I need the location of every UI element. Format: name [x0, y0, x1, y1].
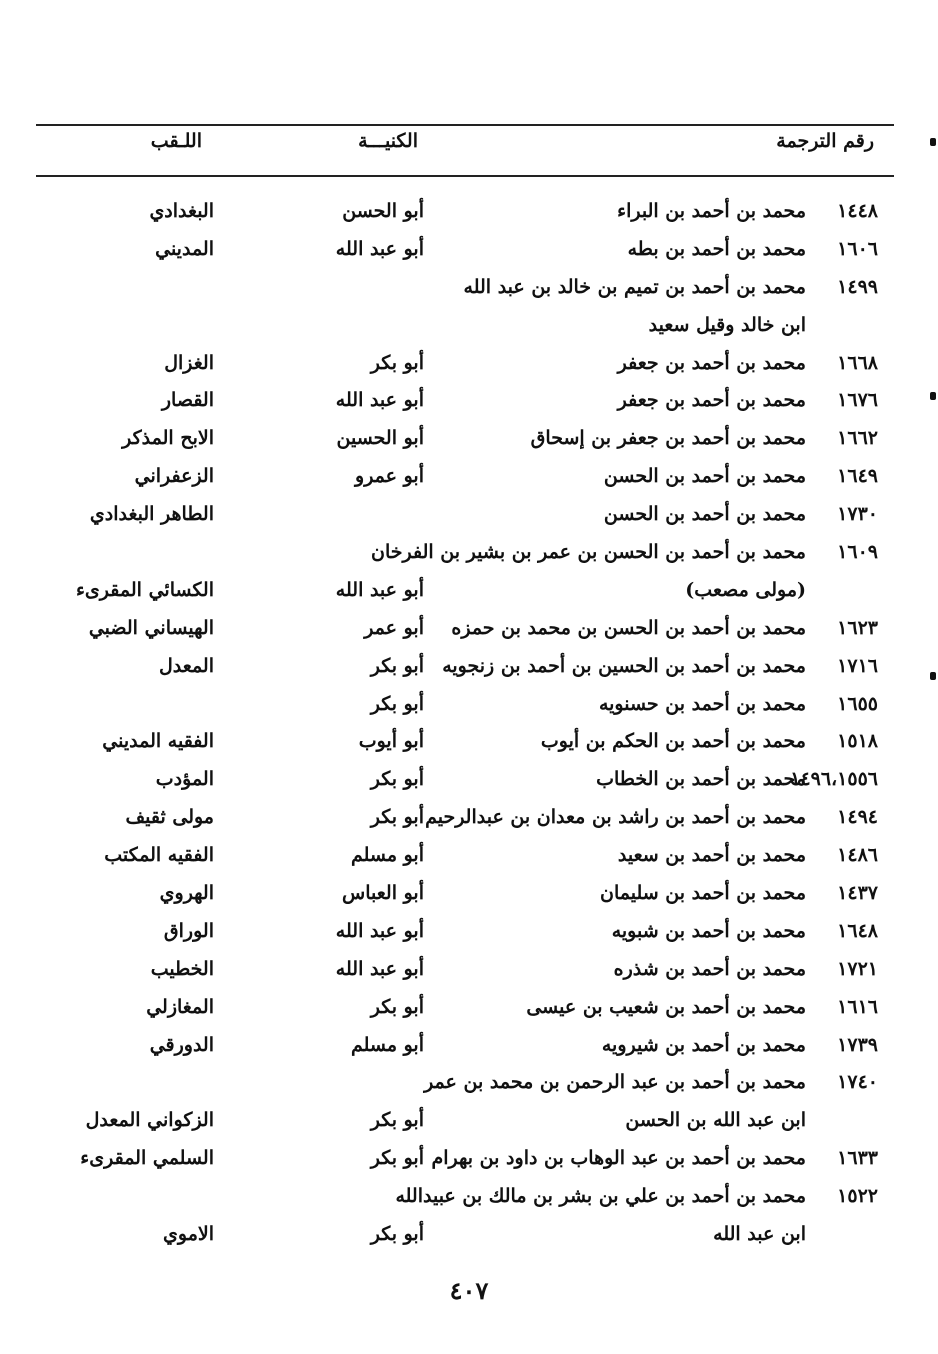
table-row: [36, 461, 894, 499]
entry-kunya: أبو عبد الله: [335, 237, 424, 260]
entry-name: محمد بن أحمد بن الحسن بن عمر بن بشير بن الفرخان: [371, 541, 806, 564]
entry-number: ١٦٤٩: [837, 465, 878, 488]
table-row: [36, 234, 894, 272]
entry-number: ١٦٣٣: [837, 1147, 878, 1170]
entry-name: محمد بن أحمد بن سعيد: [617, 844, 806, 867]
entry-laqab: الفقيه المكتب: [104, 844, 214, 867]
table-row: [36, 348, 894, 386]
entry-kunya: أبو عبد الله: [335, 957, 424, 980]
entry-laqab: المديني: [155, 237, 214, 260]
entry-kunya: أبو بكر: [370, 692, 424, 715]
entry-name: محمد بن أحمد بن الحسن: [603, 465, 806, 488]
table-row: [36, 385, 894, 423]
table-row: [36, 802, 894, 840]
entry-kunya: أبو عمرو: [355, 465, 424, 488]
entry-number: ١٧٣٠: [837, 503, 878, 526]
entry-name: محمد بن أحمد بن سليمان: [599, 882, 806, 905]
entry-number: ١٦٧٦: [837, 389, 878, 412]
entry-number: ١٧٤٠: [837, 1071, 878, 1094]
entry-number: ١٧٢١: [837, 957, 878, 980]
entry-name: (مولى مصعب): [685, 578, 806, 601]
entry-number: ١٦٥٥: [837, 692, 878, 715]
entry-kunya: أبو بكر: [370, 995, 424, 1018]
margin-mark: [930, 672, 936, 680]
table-row: [36, 764, 894, 802]
table-row: [36, 878, 894, 916]
entry-name: محمد بن أحمد بن الخطاب: [596, 768, 806, 791]
entry-laqab: المعدل: [159, 654, 214, 677]
entry-name: محمد بن أحمد بن جعفر بن إسحاق: [530, 427, 806, 450]
entry-kunya: أبو بكر: [370, 1223, 424, 1246]
entry-laqab: الخطيب: [150, 957, 214, 980]
entry-kunya: أبو مسلم: [350, 844, 424, 867]
entry-kunya: أبو أيوب: [358, 730, 424, 753]
entry-laqab: الفقيه المديني: [102, 730, 214, 753]
table-row: [36, 423, 894, 461]
entry-laqab: البغدادي: [149, 200, 214, 222]
entry-kunya: أبو العباس: [342, 882, 424, 905]
header-top-rule: [36, 124, 894, 126]
entry-kunya: أبو عبد الله: [335, 578, 424, 601]
table-row: [36, 537, 894, 575]
entry-kunya: أبو بكر: [370, 1109, 424, 1132]
entry-number: ١٧٣٩: [837, 1033, 878, 1056]
entry-name: محمد بن أحمد بن جعفر: [617, 389, 806, 412]
entry-number: ١٤٩٩: [837, 275, 878, 298]
table-row: [36, 1067, 894, 1105]
entry-number: ١٦٠٩: [837, 541, 878, 564]
entry-name: محمد بن أحمد بن تميم بن خالد بن عبد الله: [463, 275, 806, 298]
entry-name: محمد بن أحمد بن شيرويه: [601, 1033, 806, 1056]
table-row: [36, 1105, 894, 1143]
column-header-number: رقم الترجمة: [776, 130, 874, 152]
header-bottom-rule: [36, 175, 894, 177]
entry-number: ١٧١٦: [837, 654, 878, 677]
entry-laqab: الاموي: [163, 1223, 214, 1246]
entry-laqab: مولى ثقيف: [125, 806, 214, 829]
entry-laqab: الطاهر البغدادي: [89, 503, 214, 526]
entry-laqab: السلمي المقرىء: [80, 1147, 214, 1170]
entry-name: ابن عبد الله بن الحسن: [625, 1109, 806, 1132]
entry-laqab: الهروي: [159, 882, 214, 905]
entry-name: محمد بن أحمد بن عبد الوهاب بن داود بن بهرام: [431, 1147, 806, 1170]
entry-laqab: الكسائي المقرىء: [76, 578, 214, 601]
entry-number: ١٥٢٢: [837, 1185, 878, 1208]
entry-number: ١٤٣٧: [837, 882, 878, 905]
entry-name: محمد بن أحمد بن علي بن بشر بن مالك بن عبيدالله: [395, 1185, 806, 1208]
table-row: [36, 613, 894, 651]
margin-mark: [930, 392, 936, 400]
table-row: [36, 1030, 894, 1068]
entry-laqab: الزعفراني: [134, 465, 214, 488]
table-row: [36, 1143, 894, 1181]
table-row: [36, 196, 894, 234]
entry-kunya: أبو الحسين: [336, 427, 424, 450]
table-row: [36, 651, 894, 689]
entry-name: محمد بن أحمد بن عبد الرحمن بن محمد بن عمر: [424, 1071, 806, 1094]
table-row: [36, 310, 894, 348]
entry-name: محمد بن أحمد بن الحسن: [603, 503, 806, 526]
entry-laqab: الهيساني الضبي: [88, 616, 214, 639]
table-row: [36, 840, 894, 878]
entry-name: محمد بن أحمد بن الحسين بن أحمد بن زنجويه: [442, 654, 806, 677]
table-row: [36, 1181, 894, 1219]
table-row: [36, 1219, 894, 1257]
entry-number: ١٤٤٨: [837, 200, 878, 222]
entry-kunya: أبو بكر: [370, 654, 424, 677]
entry-name: محمد بن أحمد بن جعفر: [617, 351, 806, 374]
table-row: [36, 726, 894, 764]
entry-kunya: أبو عبد الله: [335, 919, 424, 942]
entry-name: محمد بن أحمد بن حسنويه: [598, 692, 806, 715]
entry-name: محمد بن أحمد بن راشد بن معدان بن عبدالرحيم: [425, 806, 806, 829]
table-row: [36, 272, 894, 310]
entry-laqab: الابح المذكر: [122, 427, 214, 450]
table-row: [36, 689, 894, 727]
entry-number: ١٦٢٣: [837, 616, 878, 639]
column-header-laqab: اللـقب: [150, 130, 202, 152]
entries-table: [36, 196, 894, 1257]
margin-mark: [930, 138, 936, 146]
entry-number: ١٦٦٢: [837, 427, 878, 450]
entry-kunya: أبو مسلم: [350, 1033, 424, 1056]
entry-kunya: أبو الحسن: [342, 200, 424, 222]
entry-number: ١٦٠٦: [837, 237, 878, 260]
entry-name: ابن عبد الله: [713, 1223, 806, 1246]
entry-number: ١٦١٦: [837, 995, 878, 1018]
table-row: [36, 916, 894, 954]
page-number: ٤٠٧: [449, 1276, 489, 1305]
entry-laqab: الغزال: [164, 351, 214, 374]
table-row: [36, 992, 894, 1030]
entry-laqab: المغازلي: [146, 995, 214, 1018]
entry-laqab: الدورقي: [149, 1033, 214, 1056]
table-row: [36, 499, 894, 537]
entry-laqab: الزكواني المعدل: [85, 1109, 214, 1132]
entry-number: ١٦٦٨: [837, 351, 878, 374]
entry-laqab: القصار: [161, 389, 214, 412]
entry-name: محمد بن أحمد بن البراء: [617, 200, 806, 222]
entry-number: ١٥١٨: [837, 730, 878, 753]
entry-kunya: أبو بكر: [370, 351, 424, 374]
table-row: [36, 954, 894, 992]
entry-kunya: أبو بكر: [370, 806, 424, 829]
entry-number: ١٦٤٨: [837, 919, 878, 942]
entry-laqab: المؤدب: [155, 768, 214, 791]
entry-kunya: أبو عمر: [364, 616, 424, 639]
table-row: [36, 575, 894, 613]
entry-name: محمد بن أحمد بن الحسن بن محمد بن حمزه: [451, 616, 806, 639]
entry-number: ١٤٨٦: [837, 844, 878, 867]
entry-name: محمد بن أحمد بن الحكم بن أيوب: [540, 730, 806, 753]
entry-name: محمد بن أحمد بن شعيب بن عيسى: [526, 995, 806, 1018]
entry-kunya: أبو بكر: [370, 768, 424, 791]
entry-name: ابن خالد وقيل سعيد: [648, 313, 806, 336]
entry-name: محمد بن أحمد بن بطه: [627, 237, 806, 260]
entry-name: محمد بن أحمد بن شبويه: [611, 919, 806, 942]
entry-name: محمد بن أحمد بن شذره: [613, 957, 806, 980]
entry-number: ١٤٩٤: [837, 806, 878, 829]
entry-laqab: الوراق: [163, 919, 214, 942]
entry-kunya: أبو عبد الله: [335, 389, 424, 412]
entry-kunya: أبو بكر: [370, 1147, 424, 1170]
column-header-kunya: الكنيـــة: [358, 130, 418, 152]
entry-number: ١٤٩٦،١٥٥٦: [790, 768, 878, 791]
